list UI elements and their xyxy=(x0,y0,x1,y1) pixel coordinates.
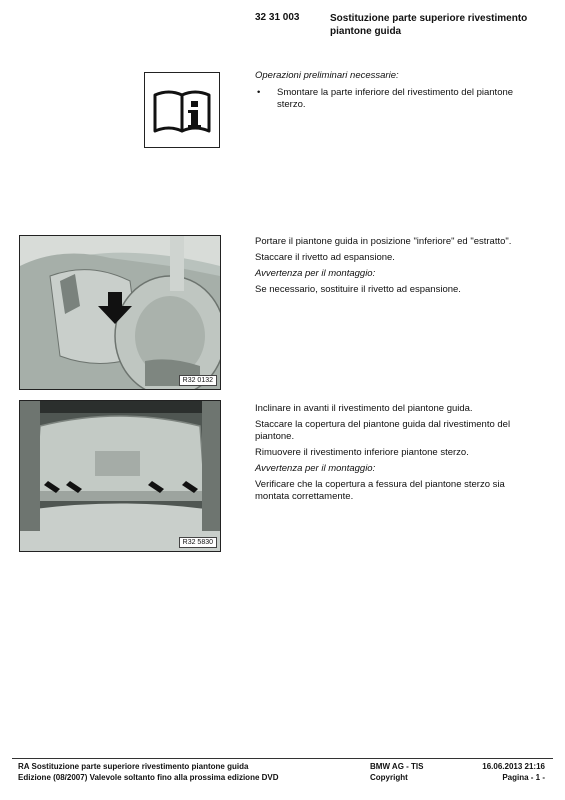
step2-line2: Staccare la copertura del piantone guida dal rivestimento del piantone. xyxy=(255,419,511,442)
preliminary-item-text: Smontare la parte inferiore del rivestimento del piantone sterzo. xyxy=(277,87,514,110)
step2-instructions xyxy=(255,403,530,507)
step1-instructions xyxy=(255,236,535,300)
footer-edition: Edizione (08/2007) Valevole soltanto fino alla prossima edizione DVD xyxy=(18,773,279,782)
footer-document-title: RA Sostituzione parte superiore rivestimento piantone guida xyxy=(18,762,249,771)
step2-line1: Inclinare in avanti il rivestimento del piantone guida. xyxy=(255,403,473,414)
preliminary-heading: Operazioni preliminari necessarie: xyxy=(255,70,399,81)
step2-note: Verificare che la copertura a fessura del piantone sterzo sia montata correttamente. xyxy=(255,479,505,502)
figure-reference: R32 5830 xyxy=(179,537,217,548)
book-info-icon xyxy=(144,72,220,148)
column-cover-photo xyxy=(19,400,221,552)
step1-note: Se necessario, sostituire il rivetto ad espansione. xyxy=(255,284,461,295)
step1-note-heading: Avvertenza per il montaggio: xyxy=(255,268,376,279)
document-title: Sostituzione parte superiore rivestimento piantone guida xyxy=(330,13,528,37)
footer-publisher: BMW AG - TIS xyxy=(370,762,424,771)
bullet-marker: • xyxy=(257,87,261,98)
footer-timestamp: 16.06.2013 21:16 xyxy=(482,762,545,771)
footer-copyright: Copyright xyxy=(370,773,408,782)
dashboard-rivet-photo xyxy=(19,235,221,390)
figure-reference: R32 0132 xyxy=(179,375,217,386)
step1-line2: Staccare il rivetto ad espansione. xyxy=(255,252,395,263)
step2-line3: Rimuovere il rivestimento inferiore piantone sterzo. xyxy=(255,447,469,458)
step2-note-heading: Avvertenza per il montaggio: xyxy=(255,463,376,474)
step1-line1: Portare il piantone guida in posizione "inferiore" ed "estratto". xyxy=(255,236,512,247)
document-code: 32 31 003 xyxy=(255,12,300,23)
footer-page-number: Pagina - 1 - xyxy=(502,773,545,782)
footer-divider xyxy=(12,758,553,759)
